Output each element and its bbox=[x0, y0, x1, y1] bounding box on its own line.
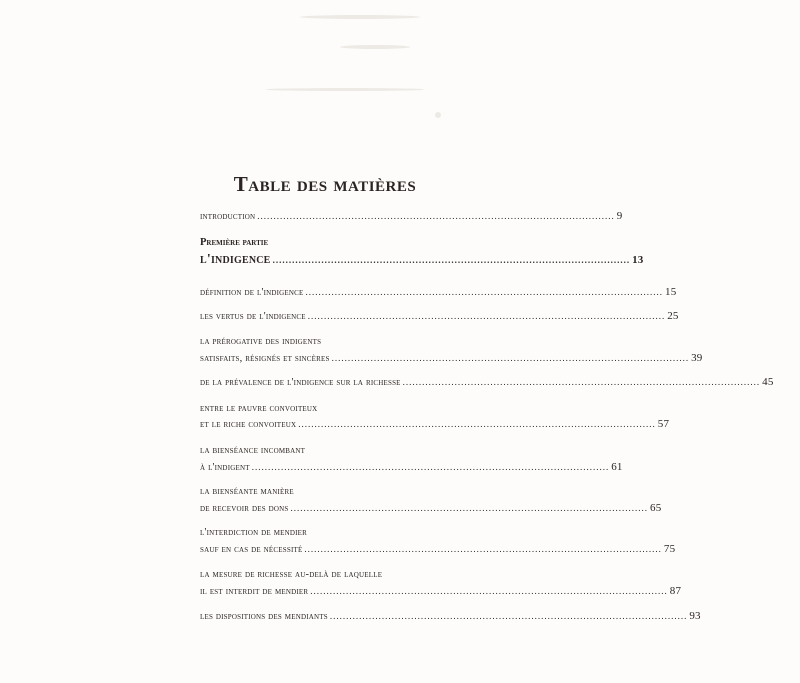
dot-leader: .............................................................................................................. bbox=[272, 255, 631, 265]
toc-entry[interactable] bbox=[200, 310, 679, 322]
dot-leader: .............................................................................................................. bbox=[329, 611, 688, 621]
toc-entry-title: les dispositions des mendiants bbox=[200, 611, 328, 622]
toc-page-number: 75 bbox=[663, 543, 676, 555]
dot-leader: .............................................................................................................. bbox=[304, 544, 662, 554]
bleed-mark bbox=[265, 88, 425, 91]
toc-entry-first-line: l'interdiction de mendier bbox=[200, 527, 308, 538]
toc-entry-first-line: la prérogative des indigents bbox=[200, 336, 322, 347]
toc-entry-first-line: la mesure de richesse au-delà de laquelle bbox=[200, 569, 383, 580]
toc-title: Table des matières bbox=[233, 172, 417, 196]
toc-entry-title: à l'indigent bbox=[200, 462, 250, 473]
toc-entry-title: les vertus de l'indigence bbox=[200, 311, 306, 322]
dot-leader: .............................................................................................................. bbox=[310, 586, 668, 596]
toc-entry-first-line: la bienséance incombant bbox=[200, 445, 306, 456]
toc-entry-first-line: entre le pauvre convoiteux bbox=[200, 403, 318, 414]
toc-page-number: 45 bbox=[762, 376, 774, 388]
dot-leader: .............................................................................................................. bbox=[290, 503, 648, 513]
toc-entry[interactable] bbox=[200, 210, 623, 222]
toc-entry-title: définition de l'indigence bbox=[200, 287, 304, 298]
dot-leader: .............................................................................................................. bbox=[251, 462, 610, 472]
toc-entry-title: de la prévalence de l'indigence sur la richesse bbox=[200, 377, 401, 388]
dot-leader: .............................................................................................................. bbox=[307, 311, 666, 321]
toc-page-number: 93 bbox=[689, 610, 701, 622]
toc-entry-title: l'indigence bbox=[200, 252, 271, 267]
toc-entry[interactable] bbox=[200, 286, 677, 298]
toc-entry-title: introduction bbox=[200, 211, 256, 222]
toc-entry-title: de recevoir des dons bbox=[200, 503, 289, 514]
toc-page-number: 15 bbox=[665, 286, 677, 298]
toc-entry[interactable] bbox=[200, 610, 701, 622]
toc-page-number: 13 bbox=[632, 254, 644, 266]
toc-entry-first-line: la bienséante manière bbox=[200, 486, 294, 497]
bleed-mark bbox=[435, 112, 441, 118]
dot-leader: .............................................................................................................. bbox=[257, 211, 615, 221]
toc-page-number: 57 bbox=[657, 418, 670, 430]
toc-entry[interactable] bbox=[200, 376, 774, 388]
toc-entry-title: et le riche convoiteux bbox=[200, 419, 297, 430]
dot-leader: .............................................................................................................. bbox=[402, 377, 761, 387]
toc-page-number: 9 bbox=[616, 210, 623, 222]
bleed-mark bbox=[300, 15, 420, 19]
dot-leader: .............................................................................................................. bbox=[298, 419, 656, 429]
toc-entry-title: il est interdit de mendier bbox=[200, 586, 309, 597]
toc-entry[interactable] bbox=[200, 352, 703, 364]
toc-page-number: 39 bbox=[691, 352, 703, 364]
toc-entry[interactable] bbox=[200, 543, 676, 555]
toc-entry[interactable] bbox=[200, 418, 670, 430]
bleed-mark bbox=[340, 45, 410, 49]
toc-page-number: 87 bbox=[669, 585, 682, 597]
toc-page-number: 25 bbox=[667, 310, 679, 322]
dot-leader: .............................................................................................................. bbox=[305, 287, 664, 297]
toc-entry-part-title[interactable] bbox=[200, 252, 644, 268]
toc-entry-title: sauf en cas de nécessité bbox=[200, 544, 303, 555]
toc-entry[interactable] bbox=[200, 585, 682, 597]
toc-page-number: 61 bbox=[611, 461, 623, 473]
toc-entry[interactable] bbox=[200, 502, 662, 514]
part-label: Première partie bbox=[200, 237, 269, 248]
toc-entry-title: satisfaits, résignés et sincères bbox=[200, 353, 330, 364]
toc-page-number: 65 bbox=[650, 502, 662, 514]
toc-entry[interactable] bbox=[200, 461, 623, 473]
dot-leader: .............................................................................................................. bbox=[331, 353, 690, 363]
